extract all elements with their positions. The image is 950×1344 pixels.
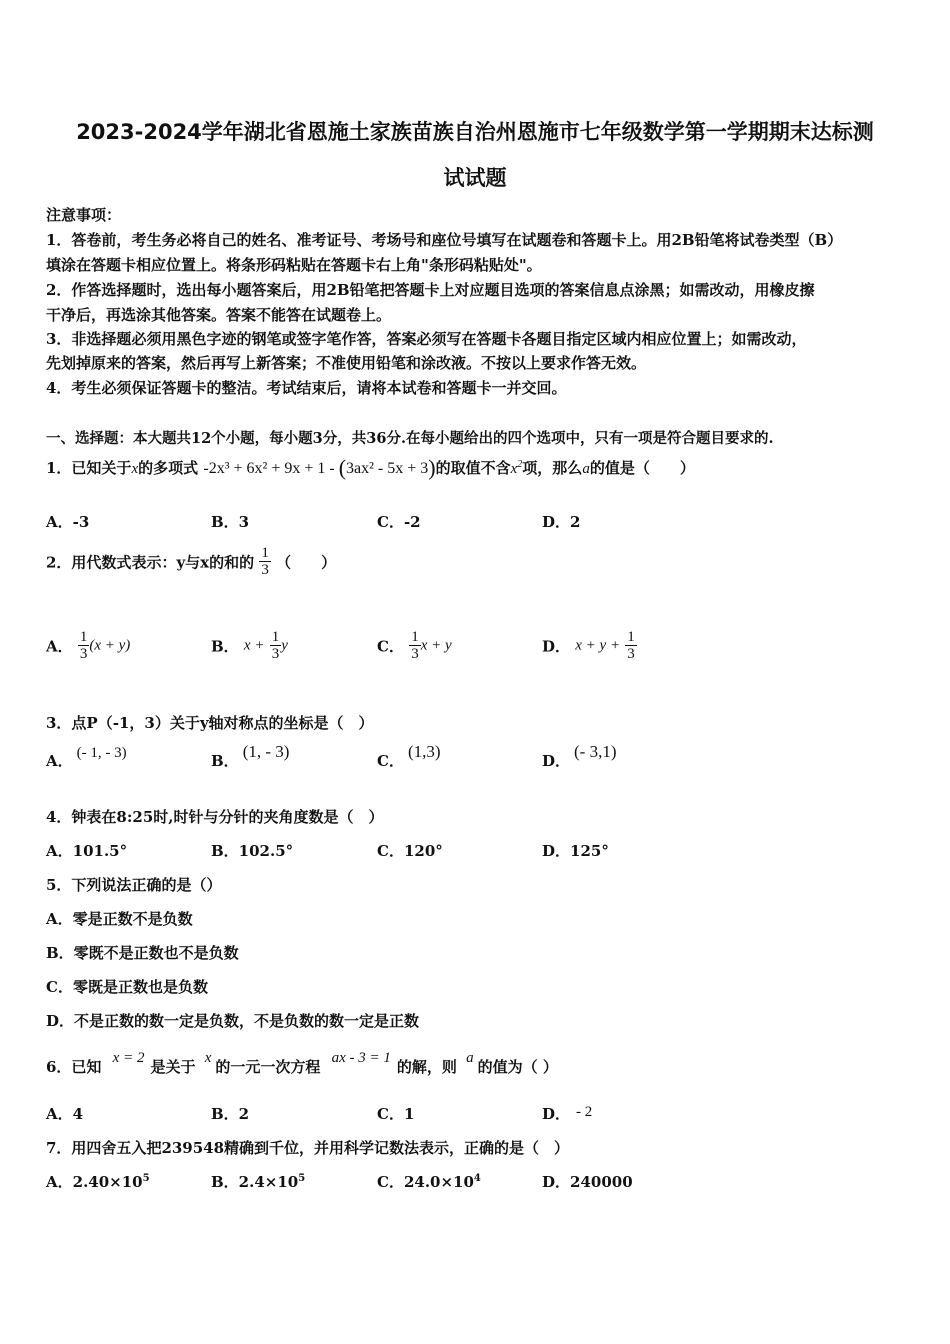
q2-option-b: B． x + $\frac{1}{3}$ y <box>211 629 288 662</box>
q4-option-d: D．125° <box>542 842 609 860</box>
q2-prefix: 2．用代数式表示：y与x的和的 <box>46 553 255 572</box>
q7-option-c: C．$24.0\times 10^4$ <box>377 1173 481 1191</box>
notes-heading: 注意事项： <box>46 206 122 224</box>
q2-b-fraction: $\frac{1}{3}$ <box>271 629 280 662</box>
q6-option-b: B．2 <box>211 1105 250 1123</box>
question-6: 6．已知 x = 2 是关于 x 的一元一次方程 ax - 3 = 1 的解，则 a 的值为（ ） <box>46 1050 558 1076</box>
notes-line: 填涂在答题卡相应位置上。将条形码粘贴在答题卡右上角"条形码粘贴处"。 <box>46 256 542 274</box>
q6-option-c: C．1 <box>377 1105 415 1123</box>
page-title: 2023-2024学年湖北省恩施土家族苗族自治州恩施市七年级数学第一学期期末达标测 <box>76 120 874 144</box>
q2-fraction: $\frac{1}{3}$ <box>261 545 269 578</box>
q2-option-d: D． x + y + $\frac{1}{3}$ <box>542 629 635 662</box>
q1-option-d: D．2 <box>542 513 581 531</box>
q5-option-a: A．零是正数不是负数 <box>46 910 193 928</box>
q1-var: x <box>131 461 139 477</box>
q4-option-c: C．120° <box>377 842 443 860</box>
q1-expression: -2x³ + 6x² + 9x + 1 - (3ax² - 5x + 3) <box>203 455 436 480</box>
q2-suffix: （ ） <box>276 553 337 572</box>
q1-suffix2: 项，那么 <box>522 459 583 477</box>
q1-a: a <box>582 461 590 477</box>
notes-line: 3．非选择题必须用黑色字迹的钢笔或签字笔作答，答案必须写在答题卡各题目指定区域内相应位置上；如需改动， <box>46 330 807 348</box>
q3-option-a: A． (- 1, - 3) <box>46 745 127 770</box>
q2-d-fraction: $\frac{1}{3}$ <box>627 629 635 662</box>
notes-line: 干净后，再选涂其他答案。答案不能答在试题卷上。 <box>46 306 392 324</box>
q5-option-d: D．不是正数的数一定是负数，不是负数的数一定是正数 <box>46 1012 420 1030</box>
q4-option-b: B．102.5° <box>211 842 294 860</box>
q6-a: a <box>466 1050 474 1066</box>
q2-option-c: C． $\frac{1}{3}$ x + y <box>377 629 452 662</box>
q5-option-b: B．零既不是正数也不是负数 <box>46 944 239 962</box>
notes-line: 先划掉原来的答案，然后再写上新答案；不准使用铅笔和涂改液。不按以上要求作答无效。 <box>46 354 647 372</box>
q3-option-c: C． (1,3) <box>377 742 441 770</box>
q1-mid: 的多项式 <box>138 459 199 477</box>
q7-option-b: B．$2.4\times 10^5$ <box>211 1173 306 1191</box>
q5-option-c: C．零既是正数也是负数 <box>46 978 208 996</box>
q3-option-b: B． (1, - 3) <box>211 742 290 770</box>
section-heading: 一、选择题：本大题共12个小题，每小题3分，共36分.在每小题给出的四个选项中，只有一项是符合题目要求的. <box>46 430 774 447</box>
question-7: 7．用四舍五入把239548精确到千位，并用科学记数法表示，正确的是（ ） <box>46 1139 570 1157</box>
q4-option-a: A．101.5° <box>46 842 128 860</box>
q1-suffix3: 的值是（ ） <box>589 459 695 477</box>
question-3: 3．点P（-1，3）关于y轴对称点的坐标是（ ） <box>46 714 374 732</box>
q1-option-b: B．3 <box>211 513 250 531</box>
notes-line: 2．作答选择题时，选出每小题答案后，用2B铅笔把答题卡上对应题目选项的答案信息点涂黑；如需改动，用橡皮擦 <box>46 281 815 299</box>
q6-eq1: x = 2 <box>112 1050 145 1066</box>
question-1 <box>46 455 695 481</box>
question-4: 4．钟表在8:25时,时针与分针的夹角度数是（ ） <box>46 808 384 826</box>
question-5: 5．下列说法正确的是（） <box>46 876 222 894</box>
q3-option-d: D． (- 3,1) <box>542 742 617 770</box>
q2-a-fraction: $\frac{1}{3}$ <box>79 629 88 662</box>
q2-c-fraction: $\frac{1}{3}$ <box>411 629 419 662</box>
q1-suffix1: 的取值不含 <box>435 459 511 477</box>
q7-option-a: A．$2.40\times 10^5$ <box>46 1173 150 1191</box>
page-title-continued: 试试题 <box>443 166 507 190</box>
q6-x: x <box>204 1050 212 1066</box>
q1-expr2: 3ax² - 5x + 3 <box>346 460 429 477</box>
q7-option-d: D．240000 <box>542 1173 633 1191</box>
q1-option-c: C．-2 <box>377 513 421 531</box>
question-2 <box>46 546 336 578</box>
notes-line: 4．考生必须保证答题卡的整洁。考试结束后，请将本试卷和答题卡一并交回。 <box>46 379 567 397</box>
q1-option-a: A．-3 <box>46 513 90 531</box>
q1-expr1: -2x³ + 6x² + 9x + 1 - <box>203 460 335 477</box>
notes-line: 1．答卷前，考生务必将自己的姓名、准考证号、考场号和座位号填写在试题卷和答题卡上。用2B铅笔将试卷类型（B） <box>46 231 843 249</box>
q2-option-a: A． $\frac{1}{3}$ (x + y) <box>46 629 131 662</box>
q6-eq2: ax - 3 = 1 <box>331 1050 391 1066</box>
q1-x-squared: $x^2$ <box>510 459 523 477</box>
q6-option-a: A．4 <box>46 1105 84 1123</box>
q1-prefix: 1．已知关于 <box>46 459 132 477</box>
q6-option-d: D． - 2 <box>542 1104 593 1123</box>
